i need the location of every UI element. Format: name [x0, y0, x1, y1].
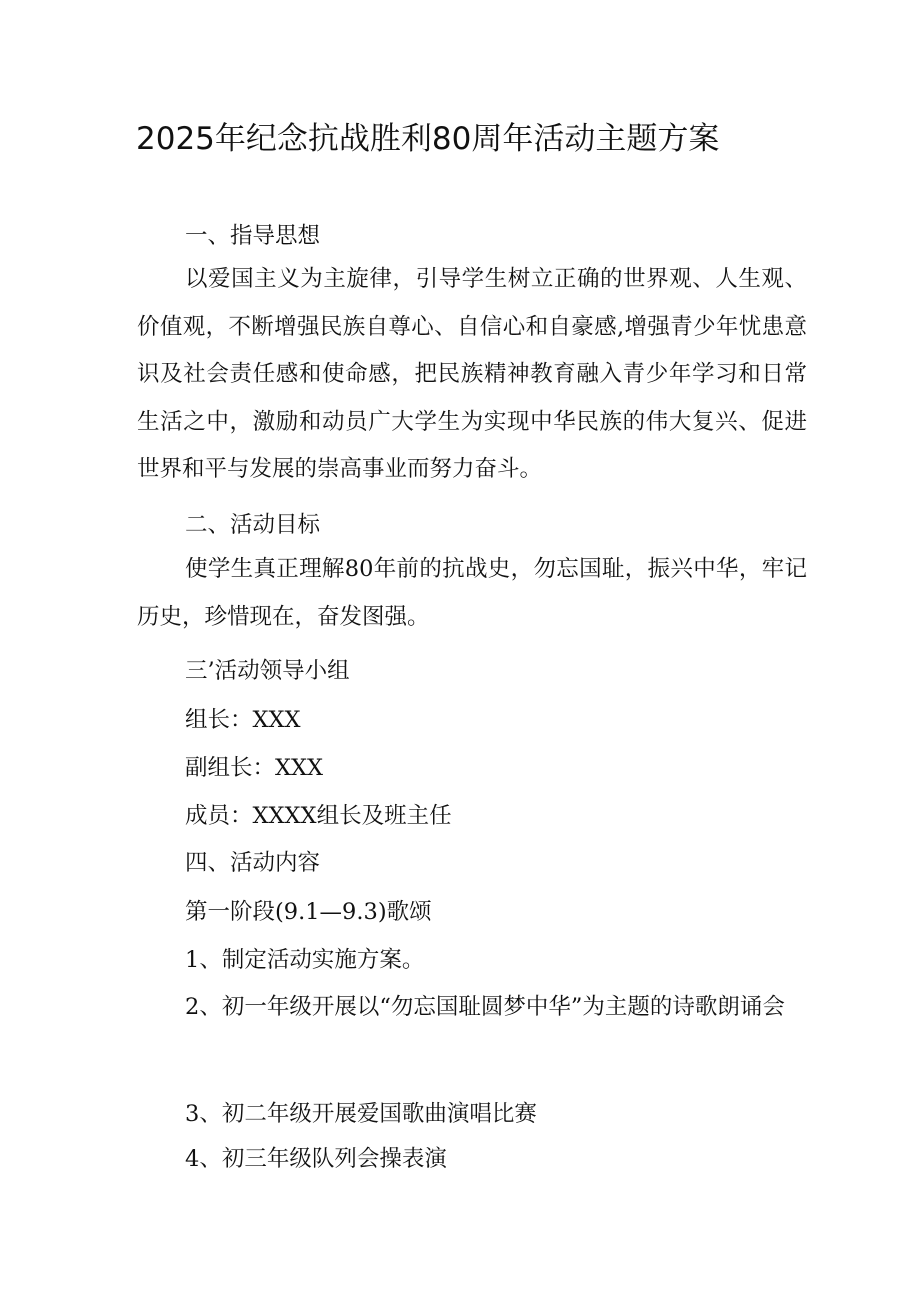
section-heading-activity-goals: 二、活动目标 [185, 512, 321, 538]
activity-item-1: 1、制定活动实施方案。 [185, 947, 425, 973]
members-line: 成员：XXXX组长及班主任 [185, 803, 452, 829]
section-heading-leadership-group: 三’活动领导小组 [185, 658, 350, 684]
activity-goals-paragraph: 使学生真正理解80年前的抗战史，勿忘国耻，振兴中华，牢记历史，珍惜现在，奋发图强。 [137, 556, 807, 630]
section-heading-activity-content: 四、活动内容 [185, 850, 321, 876]
deputy-leader-line: 副组长：XXX [185, 755, 324, 781]
activity-item-4: 4、初三年级队列会操表演 [185, 1146, 447, 1172]
section-heading-guiding-ideology: 一、指导思想 [185, 223, 321, 249]
phase1-line: 第一阶段(9.1—9.3)歌颂 [185, 899, 432, 925]
activity-item-3: 3、初二年级开展爱国歌曲演唱比赛 [185, 1101, 537, 1127]
guiding-ideology-paragraph: 以爱国主义为主旋律，引导学生树立正确的世界观、人生观、价值观，不断增强民族自尊心、自信心和自豪感,增强青少年忧患意识及社会责任感和使命感，把民族精神教育融入青少年学习和日常生活之中，激励和动员广大学生为实现中华民族的伟大复兴、促进世界和平与发展的崇高事业而努力奋斗。 [137, 266, 807, 483]
leader-line: 组长：XXX [185, 707, 301, 733]
activity-item-2: 2、初一年级开展以“勿忘国耻圆梦中华”为主题的诗歌朗诵会 [185, 994, 785, 1020]
document-title: 2025年纪念抗战胜利80周年活动主题方案 [136, 121, 720, 157]
